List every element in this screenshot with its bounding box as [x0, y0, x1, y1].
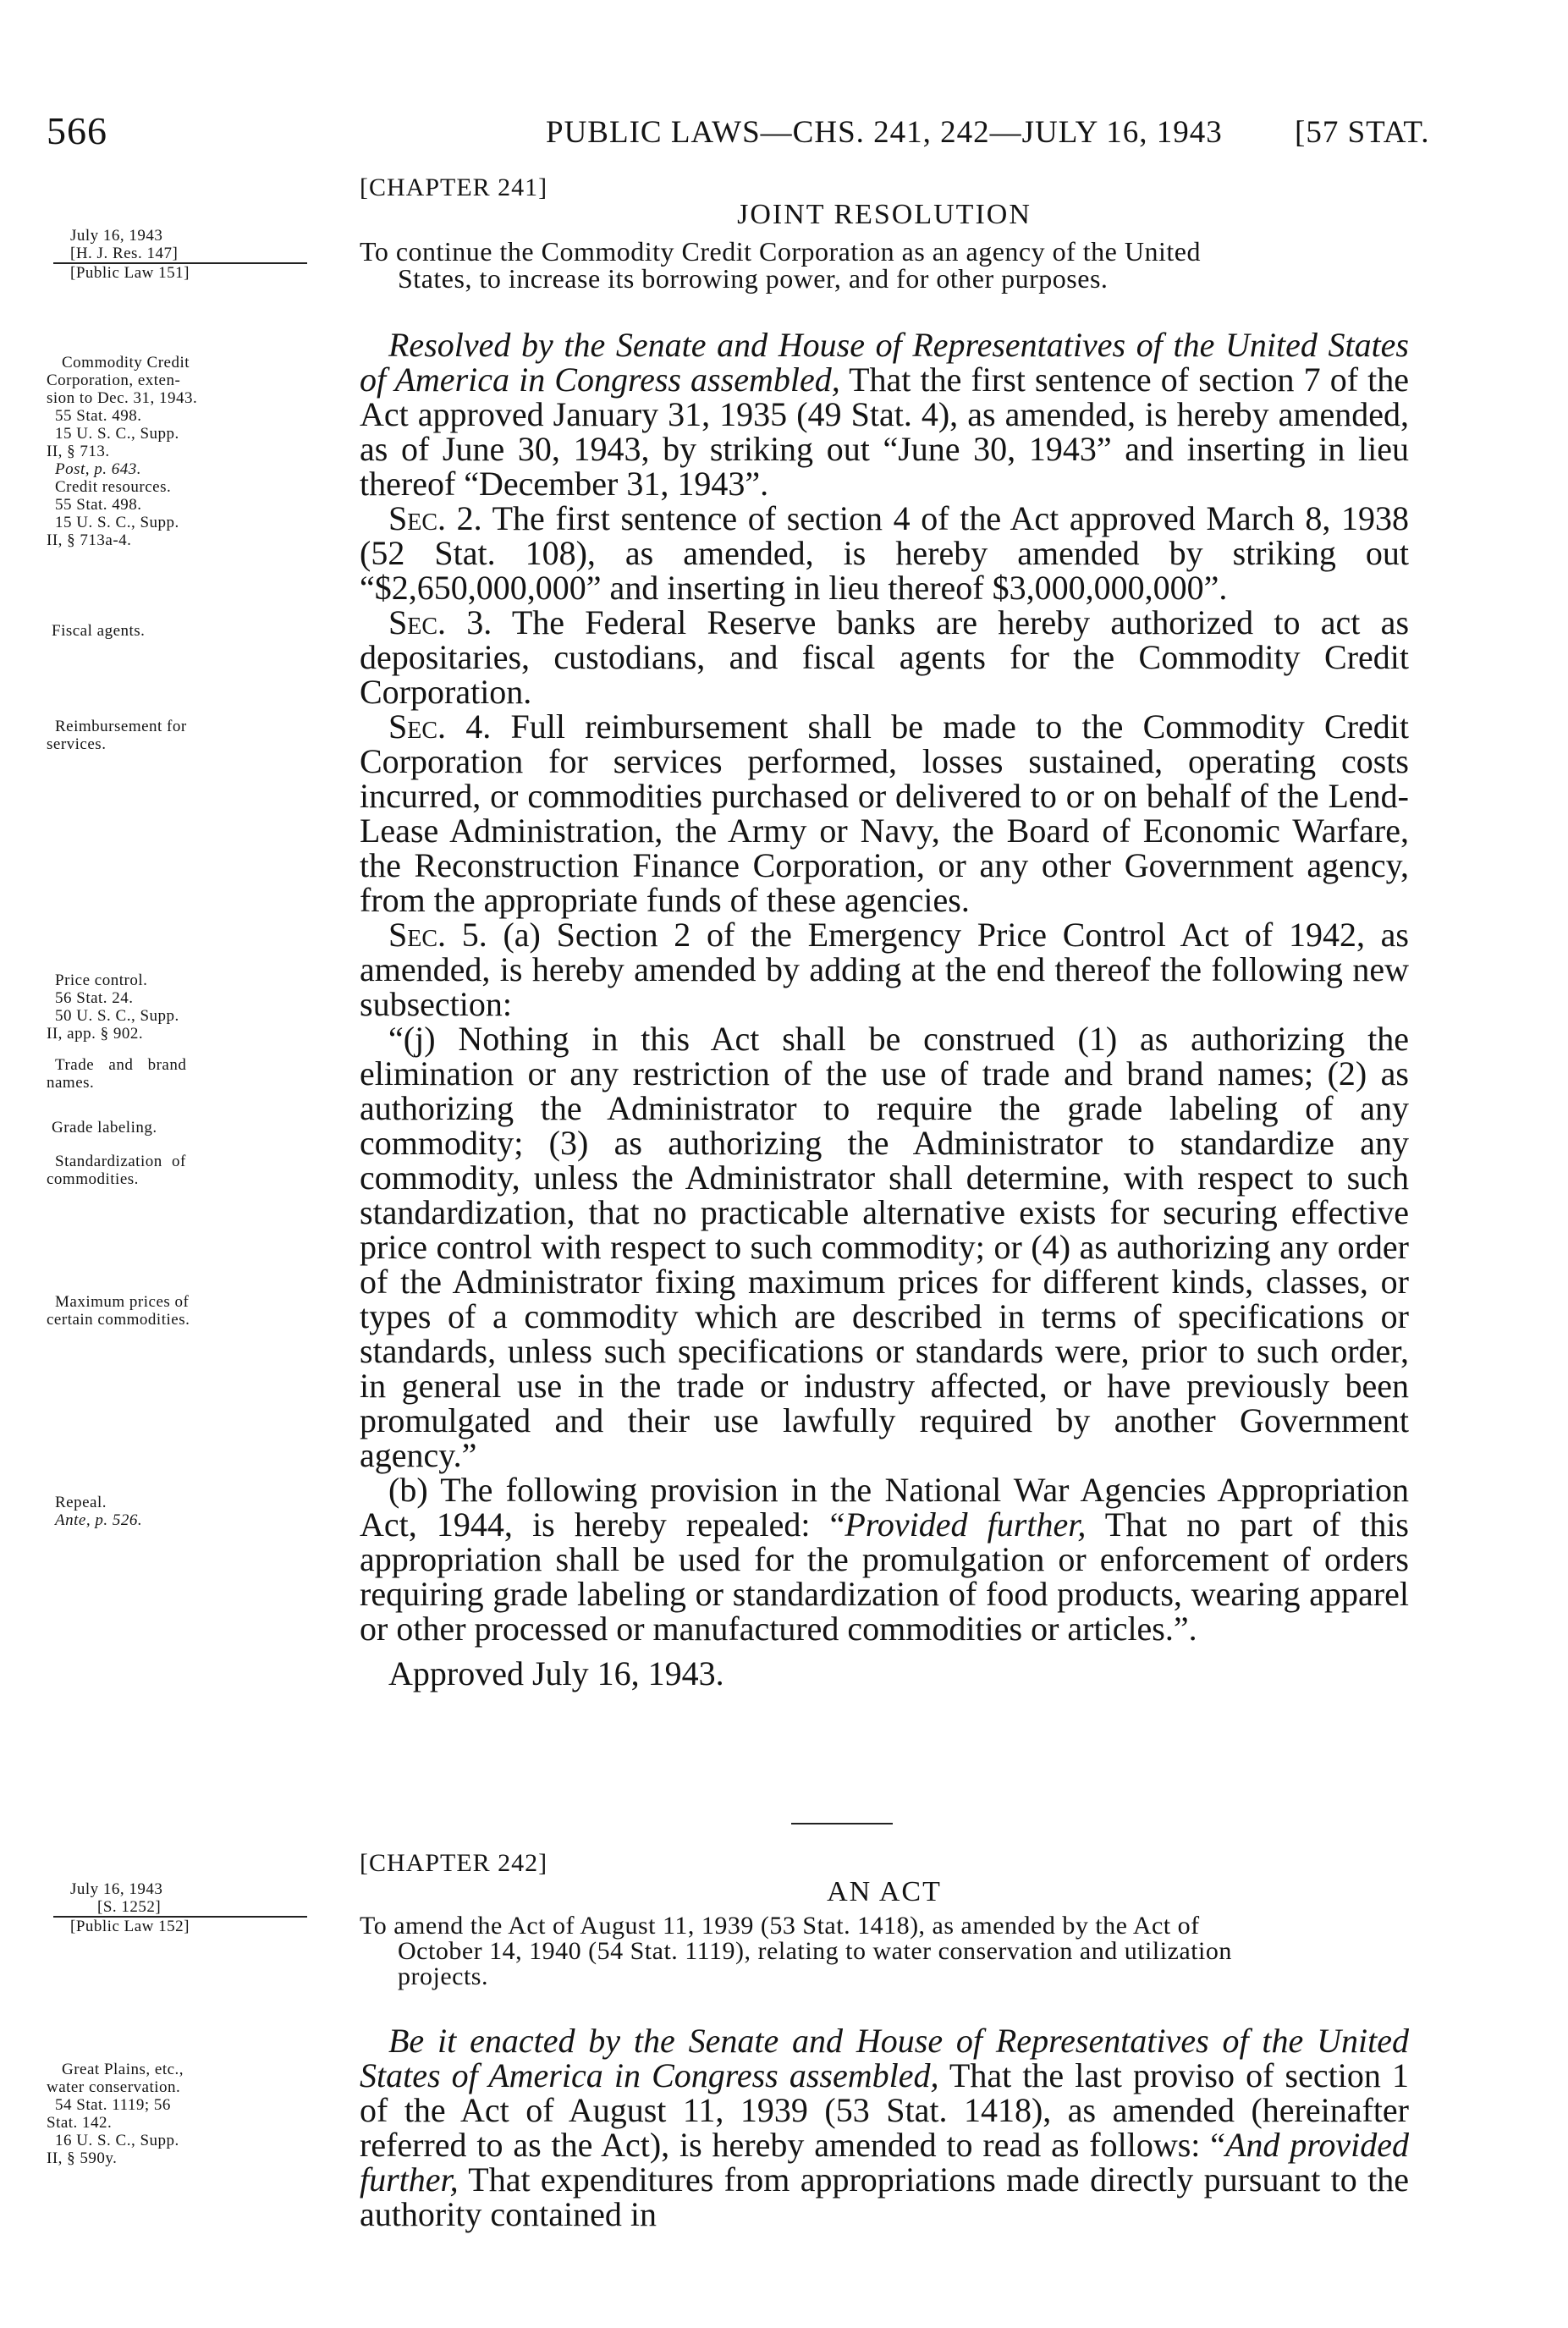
purpose-clause — [360, 238, 1409, 292]
margin-note-line: Ante, p. 526. — [55, 1511, 143, 1529]
resolved-clause: Resolved by the Senate and House of Representatives of the United States of America in Congress assembled, — [360, 326, 1409, 399]
margin-public-law: [Public Law 151] — [70, 264, 190, 282]
margin-note-maximum-prices — [47, 1293, 317, 1329]
margin-note-grade-labeling — [47, 1119, 317, 1136]
margin-note-line: services. — [47, 735, 107, 753]
subsection-b — [360, 1472, 1409, 1646]
margin-citation-241 — [47, 227, 317, 282]
section-4 — [360, 709, 1409, 917]
margin-note-line: Maximum prices of — [55, 1293, 190, 1311]
document-title: JOINT RESOLUTION — [737, 199, 1032, 230]
margin-note-price-control — [47, 971, 317, 1043]
margin-bill: [H. J. Res. 147] — [70, 245, 179, 262]
section-5 — [360, 917, 1409, 1021]
subsection-b-text: That no part of this appropriation shall be used for the promulgation or enforcement of orders requiring grade labeling or standardization of food products, wearing apparel or other processed or manufactured commodities or articles.”. — [360, 1505, 1409, 1648]
margin-note-line: 55 Stat. 498. — [55, 407, 142, 425]
margin-note-credit — [47, 354, 317, 549]
margin-note-line: 16 U. S. C., Supp. — [55, 2132, 179, 2149]
margin-note-line: water conservation. — [47, 2078, 181, 2096]
section-3 — [360, 605, 1409, 709]
volume-reference: [57 STAT. — [1295, 115, 1430, 150]
section-1-text: That the first sentence of section 7 of the Act approved January 31, 1935 (49 Stat. 4), as amended, is hereby amended, as of June 30, 1943, by striking out “June 30, 1943” and inserting in lieu thereof “December 31, 1943”. — [360, 360, 1409, 503]
section-1 — [360, 2023, 1409, 2232]
margin-note-line: II, § 713a-4. — [47, 531, 132, 549]
section-2 — [360, 501, 1409, 605]
margin-note-line: Fiscal agents. — [52, 622, 146, 640]
page-number: 566 — [47, 109, 107, 152]
resolution-body — [360, 327, 1409, 1691]
margin-note-line: Post, p. 643. — [55, 460, 142, 478]
margin-bill: [S. 1252] — [97, 1898, 162, 1916]
margin-note-line: Great Plains, etc., — [62, 2061, 184, 2078]
enacting-clause: Be it enacted by the Senate and House of Representatives of the United States of America in Congress assembled, — [360, 2022, 1409, 2094]
purpose-clause — [360, 1913, 1409, 1990]
margin-note-line: 56 Stat. 24. — [55, 989, 134, 1007]
margin-note-line: Grade labeling. — [52, 1119, 157, 1136]
purpose-line: States, to increase its borrowing power, and for other purposes. — [398, 263, 1109, 294]
running-title: PUBLIC LAWS—CHS. 241, 242—JULY 16, 1943 — [546, 115, 1223, 150]
margin-date: July 16, 1943 — [70, 1880, 163, 1898]
margin-note-line: commodities. — [47, 1170, 139, 1188]
margin-note-line: 50 U. S. C., Supp. — [55, 1007, 179, 1025]
margin-note-line: Stat. 142. — [47, 2114, 113, 2132]
margin-note-line: 15 U. S. C., Supp. — [55, 425, 179, 443]
margin-public-law: [Public Law 152] — [70, 1918, 190, 1935]
proviso-italic: And provided further, — [360, 2126, 1409, 2199]
section-5-text: (a) Section 2 of the Emergency Price Control Act of 1942, as amended, is hereby amended by adding at the end thereof the following new subsection: — [360, 916, 1410, 1023]
margin-note-trade-names — [47, 1056, 317, 1092]
margin-note-line: 55 Stat. 498. — [55, 496, 142, 514]
margin-note-line: Standardization of — [55, 1153, 186, 1170]
margin-note-line: certain commodities. — [47, 1311, 190, 1329]
section-1-text: That expenditures from appropriations made directly pursuant to the authority contained in — [360, 2160, 1409, 2233]
section-label: Sec. 4. — [388, 707, 492, 746]
chapter-241 — [360, 173, 1409, 1691]
subsection-j: “(j) Nothing in this Act shall be construed (1) as authorizing the elimination or any restriction of the use of trade and brand names; (2) as authorizing the Administrator to require the grade labeling of any commodity; (3) as authorizing the Administrator to standardize any commodity, unless the Administrator shall determine, with respect to such standardization, that no practicable alternative exists for securing effective price control with respect to such commodity; or (4) as authorizing any order of the Administrator fixing maximum prices for different kinds, classes, or types of a commodity which are described in terms of specifications or standards, unless such specifications or standards were, prior to such order, in general use in the trade or industry affected, or have previously been promulgated and their use lawfully required by another Government agency.” — [360, 1020, 1409, 1474]
chapter-242 — [360, 1849, 1409, 2232]
margin-note-reimbursement — [47, 718, 317, 753]
margin-note-line: Reimbursement for — [55, 718, 187, 735]
margin-note-line: Credit resources. — [55, 478, 172, 496]
section-label: Sec. 3. — [388, 603, 492, 641]
purpose-line: To continue the Commodity Credit Corporation as an agency of the United — [360, 236, 1201, 267]
margin-note-line: Commodity Credit — [62, 354, 190, 371]
margin-note-standardization — [47, 1153, 317, 1188]
section-label: Sec. 2. — [388, 499, 482, 537]
purpose-line: October 14, 1940 (54 Stat. 1119), relating to water conservation and utilization — [398, 1937, 1232, 1965]
margin-note-line: Price control. — [55, 971, 148, 989]
margin-note-line: names. — [47, 1074, 95, 1092]
margin-citation-242 — [47, 1880, 317, 1935]
margin-note-line: II, app. § 902. — [47, 1025, 144, 1043]
proviso-italic: Provided further, — [845, 1505, 1087, 1544]
act-body — [360, 2023, 1409, 2232]
section-3-text: The Federal Reserve banks are hereby authorized to act as depositaries, custodians, and fiscal agents for the Commodity Credit Corporation. — [360, 603, 1410, 711]
section-4-text: Full reimbursement shall be made to the Commodity Credit Corporation for services performed, losses sustained, operating costs incurred, or commodities purchased or delivered to or on behalf of the Lend-Lease Administration, the Army or Navy, the Board of Economic Warfare, the Reconstruction Finance Corporation, or any other Government agency, from the appropriate funds of these agencies. — [360, 707, 1409, 919]
margin-note-line: Repeal. — [55, 1494, 107, 1511]
margin-note-line: Corporation, exten- — [47, 371, 181, 389]
section-1 — [360, 327, 1409, 501]
chapter-label: [CHAPTER 241] — [360, 173, 548, 201]
chapter-divider — [791, 1823, 893, 1824]
section-1-text: That the last proviso of section 1 of the Act of August 11, 1939 (53 Stat. 1418), as amended (hereinafter referred to as the Act), is hereby amended to read as follows: “ — [360, 2056, 1409, 2164]
approval-line: Approved July 16, 1943. — [388, 1654, 724, 1692]
margin-date: July 16, 1943 — [70, 227, 163, 245]
section-2-text: The first sentence of section 4 of the Act approved March 8, 1938 (52 Stat. 108), as amended, is hereby amended by striking out “$2,650,000,000” and inserting in lieu thereof $3,000,000,000”. — [360, 499, 1409, 607]
margin-note-line: II, § 590y. — [47, 2149, 118, 2167]
margin-note-water-conservation — [47, 2061, 317, 2167]
subsection-b-text: (b) The following provision in the National War Agencies Appropriation Act, 1944, is hereby repealed: “ — [360, 1471, 1409, 1544]
document-title: AN ACT — [827, 1876, 942, 1907]
margin-note-fiscal — [47, 622, 317, 640]
section-label: Sec. 5. — [388, 916, 487, 954]
purpose-line: To amend the Act of August 11, 1939 (53 Stat. 1418), as amended by the Act of — [360, 1912, 1200, 1940]
margin-note-repeal — [47, 1494, 317, 1529]
purpose-line: projects. — [398, 1962, 488, 1990]
margin-note-line: 15 U. S. C., Supp. — [55, 514, 179, 531]
margin-note-line: 54 Stat. 1119; 56 — [55, 2096, 171, 2114]
margin-note-line: sion to Dec. 31, 1943. — [47, 389, 198, 407]
chapter-label: [CHAPTER 242] — [360, 1849, 548, 1877]
margin-note-line: Trade and brand — [55, 1056, 187, 1074]
margin-note-line: II, § 713. — [47, 443, 110, 460]
